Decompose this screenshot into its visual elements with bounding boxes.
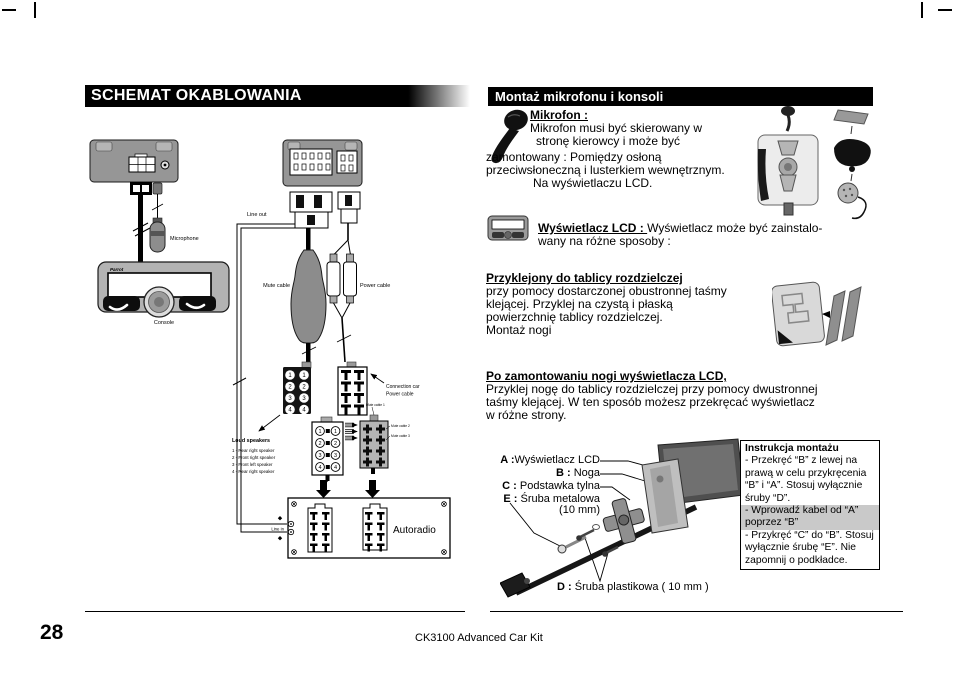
microphone-icon (150, 222, 165, 252)
washer (593, 525, 600, 530)
svg-text:1: 1 (288, 373, 292, 380)
assembly-label-c: C : Podstawka tylna (502, 480, 600, 492)
power-cable (327, 223, 357, 362)
instruction-item-3: - Przykręć “C” do “B”. Stosuj wyłącznie śrubę “E”. Nie zapomnij o podkładce. (745, 529, 874, 566)
svg-text:4: 4 (333, 465, 338, 472)
lcd-section-line-2: wany na różne sposoby : (538, 234, 671, 248)
line-out-label: Line out (247, 212, 267, 218)
control-box-left (90, 140, 178, 182)
line-in-label: Line in (271, 526, 284, 532)
speaker-connector (283, 362, 311, 414)
lcd-section-line-1 (538, 221, 822, 235)
svg-text:Mute cable 3: Mute cable 3 (391, 434, 410, 438)
power-top-connector (338, 192, 360, 223)
metal-screw (566, 537, 586, 547)
svg-text:3 - Front left speaker: 3 - Front left speaker (232, 462, 273, 467)
back-plate (599, 495, 649, 548)
svg-text:4: 4 (302, 407, 306, 414)
svg-text:4: 4 (318, 465, 322, 472)
lcd-display-icon (487, 213, 529, 243)
console-cable (130, 182, 152, 262)
crop-mark-top-left-v (34, 2, 36, 18)
mikrofon-line-4: przeciwsłoneczną i lusterkiem wewnętrznym. (486, 163, 725, 177)
mute-cable (291, 228, 326, 367)
loud-speakers-legend (232, 438, 276, 474)
svg-text:2: 2 (318, 441, 322, 448)
mikrofon-line-5: Na wyświetlaczu LCD. (533, 176, 653, 190)
plastic-screw-1 (580, 530, 594, 537)
svg-text:1: 1 (333, 429, 338, 436)
foot-line-3: w różne strony. (486, 408, 567, 422)
instruction-item-2: - Wprowadź kabel od “A” poprzez “B” (741, 505, 879, 530)
mute-wire-bundles (345, 423, 357, 440)
wiring-section-title: SCHEMAT OKABLOWANIA (85, 85, 470, 107)
mikrofon-line-3: zamontowany : Pomiędzy osłoną (486, 150, 662, 164)
footer-text: CK3100 Advanced Car Kit (415, 632, 543, 644)
svg-text:1: 1 (302, 373, 306, 380)
svg-text:3: 3 (333, 453, 338, 460)
autoradio-arrows (316, 480, 380, 498)
foot-heading: Po zamontowaniu nogi wyświetlacza LCD, (486, 369, 727, 383)
svg-text:Loud speakers: Loud speakers (232, 438, 271, 444)
assembly-label-a: A :Wyświetlacz LCD (500, 454, 600, 466)
footer-rule-left (85, 611, 465, 612)
adhesive-tape-illustration (772, 278, 870, 358)
page-number: 28 (40, 621, 64, 644)
control-box-right (283, 140, 362, 186)
svg-text:2: 2 (288, 384, 292, 391)
svg-text:Connection car: Connection car (386, 384, 420, 390)
speaker-connector-2 (312, 417, 343, 481)
montaz-section-title: Montaż mikrofonu i konsoli (488, 87, 873, 106)
svg-text:3: 3 (288, 396, 292, 403)
visor-mount-illustration (756, 105, 826, 217)
autoradio-label: Autoradio (393, 525, 436, 536)
rod-plug (500, 573, 530, 597)
console-label: Console (153, 320, 175, 326)
foot-line-1: Przyklej nogę do tablicy rozdzielczej przy pomocy dwustronnej (486, 382, 818, 396)
lcd-rest: Wyświetlacz może być zainstalo- (647, 221, 823, 235)
svg-text:2 - Front right speaker: 2 - Front right speaker (232, 455, 276, 460)
wiring-diagram (83, 132, 473, 597)
console-brand: Parrot (110, 267, 124, 272)
svg-text:3: 3 (318, 453, 322, 460)
svg-text:3: 3 (302, 396, 306, 403)
autoradio-box (288, 498, 450, 558)
lcd-heading: Wyświetlacz LCD : (538, 221, 648, 235)
foot-line-2: taśmy klejącej. W ten sposób możesz przekręcać wyświetlacz (486, 395, 815, 409)
microphone-branch (150, 183, 199, 252)
svg-text:1: 1 (318, 429, 322, 436)
instruction-title: Instrukcja montażu (745, 443, 839, 454)
svg-text:Power cable: Power cable (386, 391, 414, 398)
svg-text:4 - Rear right speaker: 4 - Rear right speaker (232, 469, 275, 474)
instruction-box (740, 440, 880, 570)
assembly-label-e: E : Śruba metalowa (503, 493, 600, 505)
mikrofon-heading: Mikrofon : (530, 108, 588, 122)
mikrofon-line-2: stronę kierowcy i może być (536, 134, 681, 148)
line-out-connector (290, 192, 332, 228)
glued-heading: Przyklejony do tablicy rozdzielczej (486, 271, 683, 285)
instruction-item-1: - Przekręć “B” z lewej na prawą w celu przykręcenia “B” i “A”. Stosuj wyłącznie śruby “D”. (745, 455, 867, 504)
glued-line-2: klejącej. Przyklej na czystą i płaską (486, 297, 673, 311)
assembly-label-d: D : Śruba plastikowa ( 10 mm ) (557, 581, 709, 593)
crop-mark-top-right-v (921, 2, 923, 18)
power-cable-label: Power cable (360, 283, 391, 289)
mute-cable-label: Mute cable (263, 283, 290, 289)
loud-speakers-arrow (259, 415, 280, 431)
crop-mark-top-right-h (938, 9, 952, 11)
svg-text:1 - Rear right speaker: 1 - Rear right speaker (232, 448, 275, 453)
assembly-label-e2: (10 mm) (559, 504, 600, 516)
footer-rule-right (490, 611, 903, 612)
connection-car-label (371, 374, 420, 398)
svg-text:2: 2 (333, 441, 338, 448)
svg-text:Mute cable 2: Mute cable 2 (391, 424, 410, 428)
crop-mark-top-left-h (2, 9, 16, 11)
glued-line-3: powierzchnię tablicy rozdzielczej. (486, 310, 663, 324)
glued-line-1: przy pomocy dostarczonej obustronnej taśmy (486, 284, 727, 298)
svg-text:4: 4 (288, 407, 292, 414)
glued-line-4: Montaż nogi (486, 323, 552, 337)
car-power-connector (338, 362, 367, 415)
console-device (98, 262, 229, 326)
assembly-label-b: B : Noga (555, 467, 600, 479)
mikrofon-line-1: Mikrofon musi być skierowany w (530, 121, 703, 135)
svg-text:Mute cable 1: Mute cable 1 (366, 403, 385, 407)
mute-connector (360, 415, 388, 474)
mirror-mount-illustration (830, 108, 875, 223)
svg-text:2: 2 (302, 384, 306, 391)
microphone-label: Microphone (170, 236, 199, 242)
